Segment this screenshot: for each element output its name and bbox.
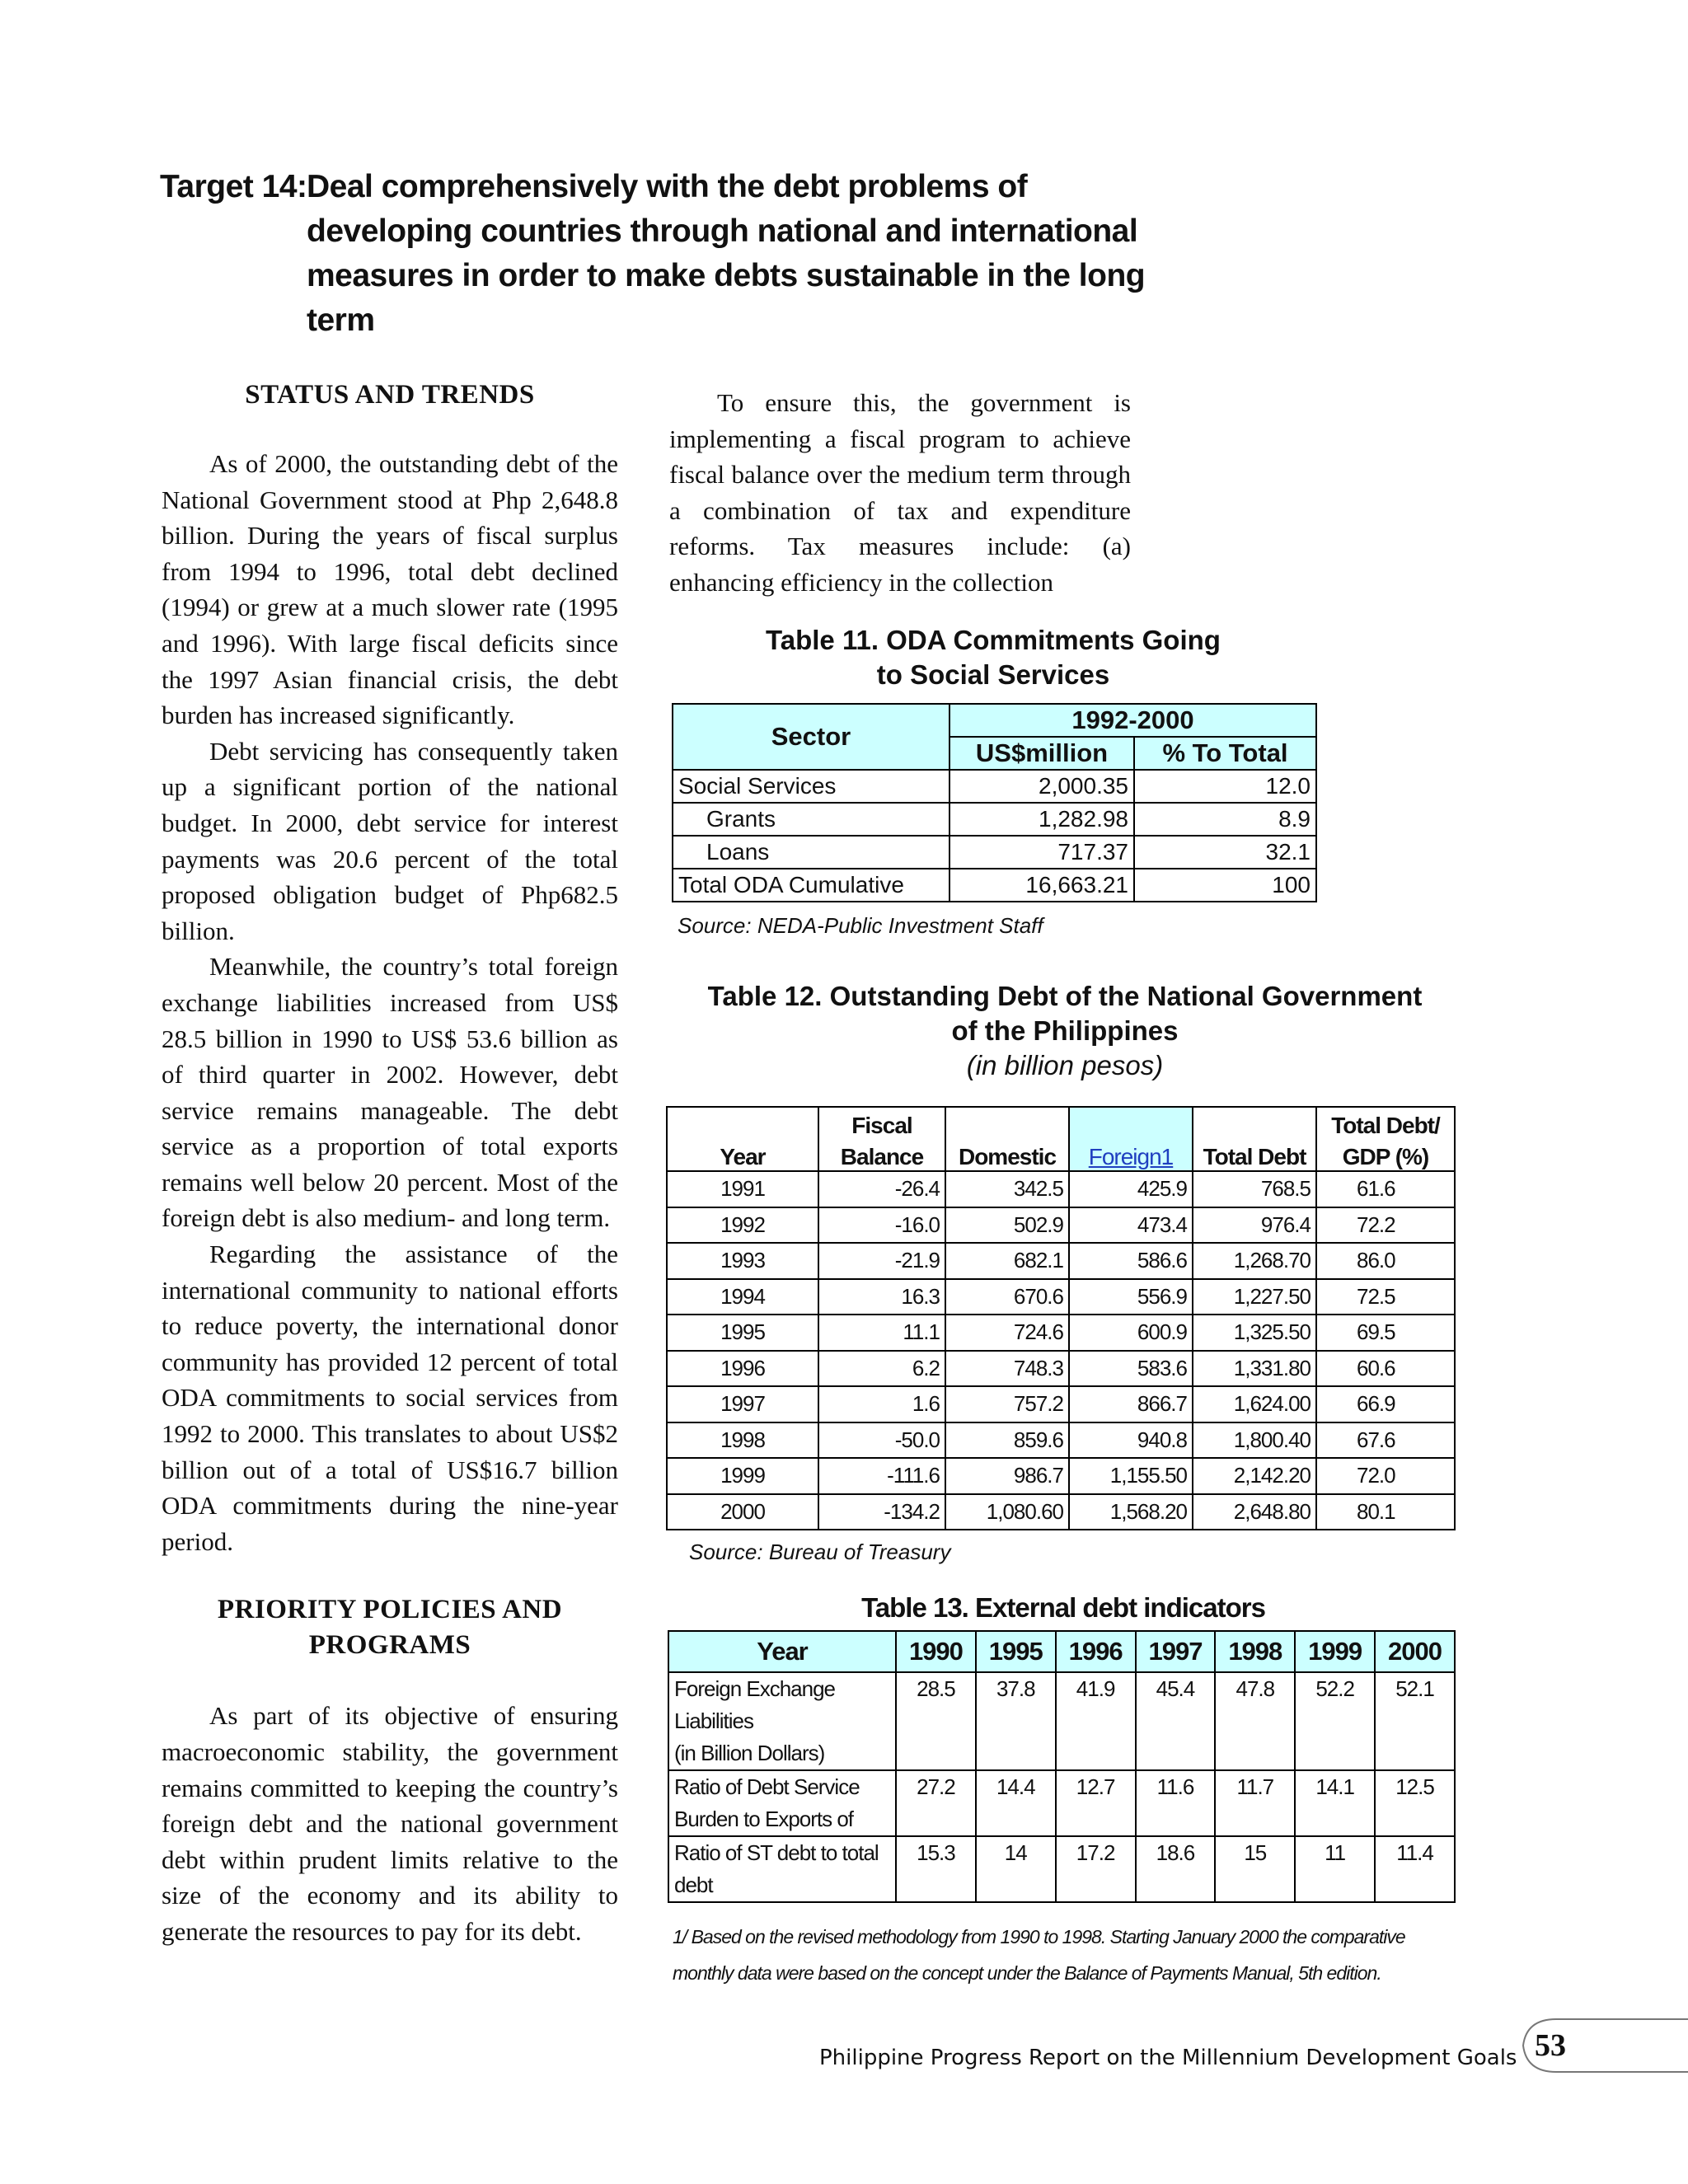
table12-source: Source: Bureau of Treasury <box>689 1540 951 1564</box>
table13-note <box>673 1919 1464 1991</box>
table11-cell-pct: 32.1 <box>1134 836 1316 869</box>
table12-cell-domestic: 859.6 <box>945 1422 1069 1459</box>
table11-cell-usd: 1,282.98 <box>950 803 1134 836</box>
table12-cell-fiscal: 16.3 <box>818 1279 945 1315</box>
table-row <box>668 1672 1455 1770</box>
table11-header-sector: Sector <box>673 704 950 770</box>
table12-cell-foreign: 866.7 <box>1069 1386 1193 1422</box>
table13-header-year-col: 2000 <box>1375 1631 1455 1672</box>
table12-cell-foreign: 600.9 <box>1069 1315 1193 1351</box>
fiscal-program-paragraph: To ensure this, the government is implementing a fiscal program to achieve fiscal balance over the medium term through a combination of tax and expenditure reforms. Tax measures include: (a) enhancing efficiency in the collection <box>669 388 1131 597</box>
table11-source: Source: NEDA-Public Investment Staff <box>678 913 1043 938</box>
table12 <box>666 1106 1456 1530</box>
table12-cell-domestic: 502.9 <box>945 1207 1069 1244</box>
table13-header-year-col: 1998 <box>1215 1631 1295 1672</box>
table12-cell-foreign: 556.9 <box>1069 1279 1193 1315</box>
table-row <box>667 1458 1455 1494</box>
table12-cell-year: 2000 <box>667 1494 818 1530</box>
table13-row-label-line: Ratio of Debt Service <box>674 1774 860 1799</box>
table-row <box>667 1386 1455 1422</box>
table11-cell-pct: 8.9 <box>1134 803 1316 836</box>
table13-cell: 15 <box>1215 1836 1295 1902</box>
table11-title-line2: to Social Services <box>876 659 1110 690</box>
table-row <box>673 770 1316 803</box>
table13-cell: 14.4 <box>976 1770 1056 1836</box>
table-row <box>673 836 1316 869</box>
table12-cell-total: 1,624.00 <box>1193 1386 1316 1422</box>
table13-row-label-line: Foreign Exchange <box>674 1676 836 1701</box>
table12-cell-ratio: 72.5 <box>1316 1279 1455 1315</box>
table-row <box>673 803 1316 836</box>
status-paragraph-1: As of 2000, the outstanding debt of the National Government stood at Php 2,648.8 billion. During the years of fiscal surplus from 1994 to 1996, total debt declined (1994) or grew at a much slower rate (1995 and 1996). With large fiscal deficits since the 1997 Asian financial crisis, the debt burden has increased significantly. <box>162 449 618 730</box>
table12-title-line2: of the Philippines <box>951 1015 1179 1046</box>
table12-header-fiscal-line1: Fiscal <box>818 1107 945 1139</box>
table13-cell: 18.6 <box>1136 1836 1216 1902</box>
table13-cell: 52.1 <box>1375 1672 1455 1770</box>
table13-row-label <box>668 1770 896 1836</box>
table12-cell-foreign: 425.9 <box>1069 1171 1193 1207</box>
table12-cell-domestic: 757.2 <box>945 1386 1069 1422</box>
table11-header-period: 1992-2000 <box>950 704 1316 737</box>
table12-cell-ratio: 69.5 <box>1316 1315 1455 1351</box>
table-row <box>667 1171 1455 1207</box>
table12-cell-total: 768.5 <box>1193 1171 1316 1207</box>
left-column <box>162 377 618 1950</box>
table12-cell-ratio: 67.6 <box>1316 1422 1455 1459</box>
table12-cell-domestic: 682.1 <box>945 1243 1069 1279</box>
table11-caption <box>669 623 1317 692</box>
table11-cell-sector: Loans <box>673 836 950 869</box>
table12-cell-year: 1991 <box>667 1171 818 1207</box>
table12-cell-fiscal: -111.6 <box>818 1458 945 1494</box>
table13-header-year-col: 1990 <box>896 1631 976 1672</box>
table12-cell-year: 1992 <box>667 1207 818 1244</box>
table12-cell-foreign: 1,155.50 <box>1069 1458 1193 1494</box>
table11-cell-sector: Total ODA Cumulative <box>673 869 950 902</box>
table12-cell-ratio: 80.1 <box>1316 1494 1455 1530</box>
table12-cell-domestic: 670.6 <box>945 1279 1069 1315</box>
table11 <box>672 703 1317 902</box>
table13-cell: 17.2 <box>1056 1836 1136 1902</box>
table12-cell-year: 1998 <box>667 1422 818 1459</box>
table12-cell-ratio: 66.9 <box>1316 1386 1455 1422</box>
target-label: Target 14: <box>160 169 307 204</box>
table12-cell-domestic: 748.3 <box>945 1351 1069 1387</box>
table13-cell: 12.7 <box>1056 1770 1136 1836</box>
table13-cell: 12.5 <box>1375 1770 1455 1836</box>
table12-title-line1: Table 12. Outstanding Debt of the National Government <box>707 981 1423 1011</box>
status-heading: STATUS AND TRENDS <box>245 380 535 410</box>
table13-row-label-line: debt <box>674 1872 713 1897</box>
table-row <box>667 1422 1455 1459</box>
table13-row-label-line: Ratio of ST debt to total <box>674 1840 879 1865</box>
table12-cell-foreign: 940.8 <box>1069 1422 1193 1459</box>
table11-cell-sector: Grants <box>673 803 950 836</box>
foreign-footnote-link[interactable]: Foreign1 <box>1088 1144 1174 1169</box>
table12-header-foreign <box>1069 1107 1193 1171</box>
table12-header-domestic: Domestic <box>945 1107 1069 1171</box>
table12-header-ratio-line1: Total Debt/ <box>1316 1107 1455 1139</box>
table13-cell: 52.2 <box>1295 1672 1375 1770</box>
table11-cell-usd: 2,000.35 <box>950 770 1134 803</box>
table13-header-year-col: 1995 <box>976 1631 1056 1672</box>
table11-cell-pct: 100 <box>1134 869 1316 902</box>
table12-cell-ratio: 72.0 <box>1316 1458 1455 1494</box>
table-row <box>667 1315 1455 1351</box>
table-row <box>673 869 1316 902</box>
table12-cell-ratio: 60.6 <box>1316 1351 1455 1387</box>
table12-cell-foreign: 586.6 <box>1069 1243 1193 1279</box>
table13-row-label-line: (in Billion Dollars) <box>674 1741 825 1765</box>
table13-header-year-col: 1996 <box>1056 1631 1136 1672</box>
table12-subtitle: (in billion pesos) <box>966 1050 1164 1080</box>
table12-cell-fiscal: -50.0 <box>818 1422 945 1459</box>
table-row <box>668 1836 1455 1902</box>
table13-row-label <box>668 1672 896 1770</box>
table13-header-year: Year <box>668 1631 896 1672</box>
table12-cell-year: 1993 <box>667 1243 818 1279</box>
table11-cell-pct: 12.0 <box>1134 770 1316 803</box>
table12-cell-domestic: 1,080.60 <box>945 1494 1069 1530</box>
target-text: Deal comprehensively with the debt problems of developing countries through national and international measures in order to make debts sustainable in the long term <box>307 169 1146 338</box>
table13-cell: 41.9 <box>1056 1672 1136 1770</box>
status-paragraph-4: Regarding the assistance of the international community to national efforts to reduce poverty, the international donor community has provided 12 percent of total ODA commitments to social services from 1992 to 2000. This translates to about US$2 billion out of a total of US$16.7 billion ODA commitments during the nine-year period. <box>162 1240 618 1556</box>
table12-cell-fiscal: 1.6 <box>818 1386 945 1422</box>
table11-title-line1: Table 11. ODA Commitments Going <box>766 625 1221 655</box>
status-paragraph-2: Debt servicing has consequently taken up a significant portion of the national budget. In 2000, debt service for interest payments was 20.6 percent of the total proposed obligation budget of Php682.5 billion. <box>162 736 618 945</box>
table12-cell-foreign: 583.6 <box>1069 1351 1193 1387</box>
table12-cell-total: 2,648.80 <box>1193 1494 1316 1530</box>
table12-cell-year: 1994 <box>667 1279 818 1315</box>
table12-cell-total: 2,142.20 <box>1193 1458 1316 1494</box>
table12-cell-fiscal: 6.2 <box>818 1351 945 1387</box>
table12-cell-total: 976.4 <box>1193 1207 1316 1244</box>
table13-caption: Table 13. External debt indicators <box>861 1592 1265 1623</box>
table12-header-ratio-line2: GDP (%) <box>1316 1139 1455 1171</box>
right-column-intro <box>669 385 1131 601</box>
table13-cell: 14 <box>976 1836 1056 1902</box>
footer-report-title: Philippine Progress Report on the Millennium Development Goals <box>819 2046 1517 2070</box>
table13-cell: 28.5 <box>896 1672 976 1770</box>
table13-cell: 37.8 <box>976 1672 1056 1770</box>
table-row <box>667 1207 1455 1244</box>
table12-cell-foreign: 473.4 <box>1069 1207 1193 1244</box>
table12-cell-domestic: 342.5 <box>945 1171 1069 1207</box>
table12-cell-fiscal: -16.0 <box>818 1207 945 1244</box>
page-number: 53 <box>1535 2028 1566 2063</box>
table12-cell-total: 1,325.50 <box>1193 1315 1316 1351</box>
table12-cell-ratio: 72.2 <box>1316 1207 1455 1244</box>
table-row <box>667 1351 1455 1387</box>
table12-cell-foreign: 1,568.20 <box>1069 1494 1193 1530</box>
table-row <box>667 1279 1455 1315</box>
table11-cell-sector: Social Services <box>673 770 950 803</box>
table13-cell: 11.7 <box>1215 1770 1295 1836</box>
table12-cell-year: 1999 <box>667 1458 818 1494</box>
table12-cell-ratio: 61.6 <box>1316 1171 1455 1207</box>
priority-paragraph: As part of its objective of ensuring macroeconomic stability, the government remains committed to keeping the country’s foreign debt and the national government debt within prudent limits relative to the size of the economy and its ability to generate the resources to pay for its debt. <box>162 1701 618 1946</box>
table12-cell-total: 1,227.50 <box>1193 1279 1316 1315</box>
table13-row-label <box>668 1836 896 1902</box>
table12-cell-domestic: 724.6 <box>945 1315 1069 1351</box>
table13-cell: 11.4 <box>1375 1836 1455 1902</box>
priority-heading: PRIORITY POLICIES AND PROGRAMS <box>217 1595 563 1661</box>
table13-cell: 15.3 <box>896 1836 976 1902</box>
table12-cell-fiscal: -21.9 <box>818 1243 945 1279</box>
table11-cell-usd: 16,663.21 <box>950 869 1134 902</box>
table13-cell: 45.4 <box>1136 1672 1216 1770</box>
table13-cell: 27.2 <box>896 1770 976 1836</box>
table11-header-usd: US$million <box>950 737 1134 770</box>
table13-header-year-col: 1999 <box>1295 1631 1375 1672</box>
table12-header-fiscal-line2: Balance <box>818 1139 945 1171</box>
table13-cell: 11.6 <box>1136 1770 1216 1836</box>
table-row <box>667 1243 1455 1279</box>
table12-cell-fiscal: -134.2 <box>818 1494 945 1530</box>
table12-cell-total: 1,800.40 <box>1193 1422 1316 1459</box>
table12-cell-year: 1997 <box>667 1386 818 1422</box>
table12-cell-total: 1,331.80 <box>1193 1351 1316 1387</box>
table13 <box>668 1630 1456 1903</box>
table11-cell-usd: 717.37 <box>950 836 1134 869</box>
table12-cell-total: 1,268.70 <box>1193 1243 1316 1279</box>
table13-cell: 14.1 <box>1295 1770 1375 1836</box>
table-row <box>668 1770 1455 1836</box>
table13-cell: 47.8 <box>1215 1672 1295 1770</box>
table13-note-line1: 1/ Based on the revised methodology from 1990 to 1998. Starting January 2000 the comparative <box>673 1926 1405 1947</box>
table-row <box>667 1494 1455 1530</box>
table12-caption <box>669 979 1461 1083</box>
table13-header-year-col: 1997 <box>1136 1631 1216 1672</box>
table13-cell: 11 <box>1295 1836 1375 1902</box>
table13-row-label-line: Liabilities <box>674 1708 753 1733</box>
status-paragraph-3: Meanwhile, the country’s total foreign exchange liabilities increased from US$ 28.5 billion in 1990 to US$ 53.6 billion as of third quarter in 2002. However, debt service remains manageable. The debt service as a proportion of total exports remains well below 20 percent. Most of the foreign debt is also medium- and long term. <box>162 952 618 1233</box>
table12-header-year: Year <box>667 1107 818 1171</box>
table12-header-total: Total Debt <box>1193 1107 1316 1171</box>
table13-note-line2: monthly data were based on the concept under the Balance of Payments Manual, 5th edition. <box>673 1962 1381 1984</box>
table12-cell-fiscal: 11.1 <box>818 1315 945 1351</box>
table12-cell-year: 1995 <box>667 1315 818 1351</box>
table13-row-label-line: Burden to Exports of <box>674 1807 854 1831</box>
table12-cell-year: 1996 <box>667 1351 818 1387</box>
table12-cell-fiscal: -26.4 <box>818 1171 945 1207</box>
table11-header-pct: % To Total <box>1134 737 1316 770</box>
table12-cell-ratio: 86.0 <box>1316 1243 1455 1279</box>
table12-cell-domestic: 986.7 <box>945 1458 1069 1494</box>
